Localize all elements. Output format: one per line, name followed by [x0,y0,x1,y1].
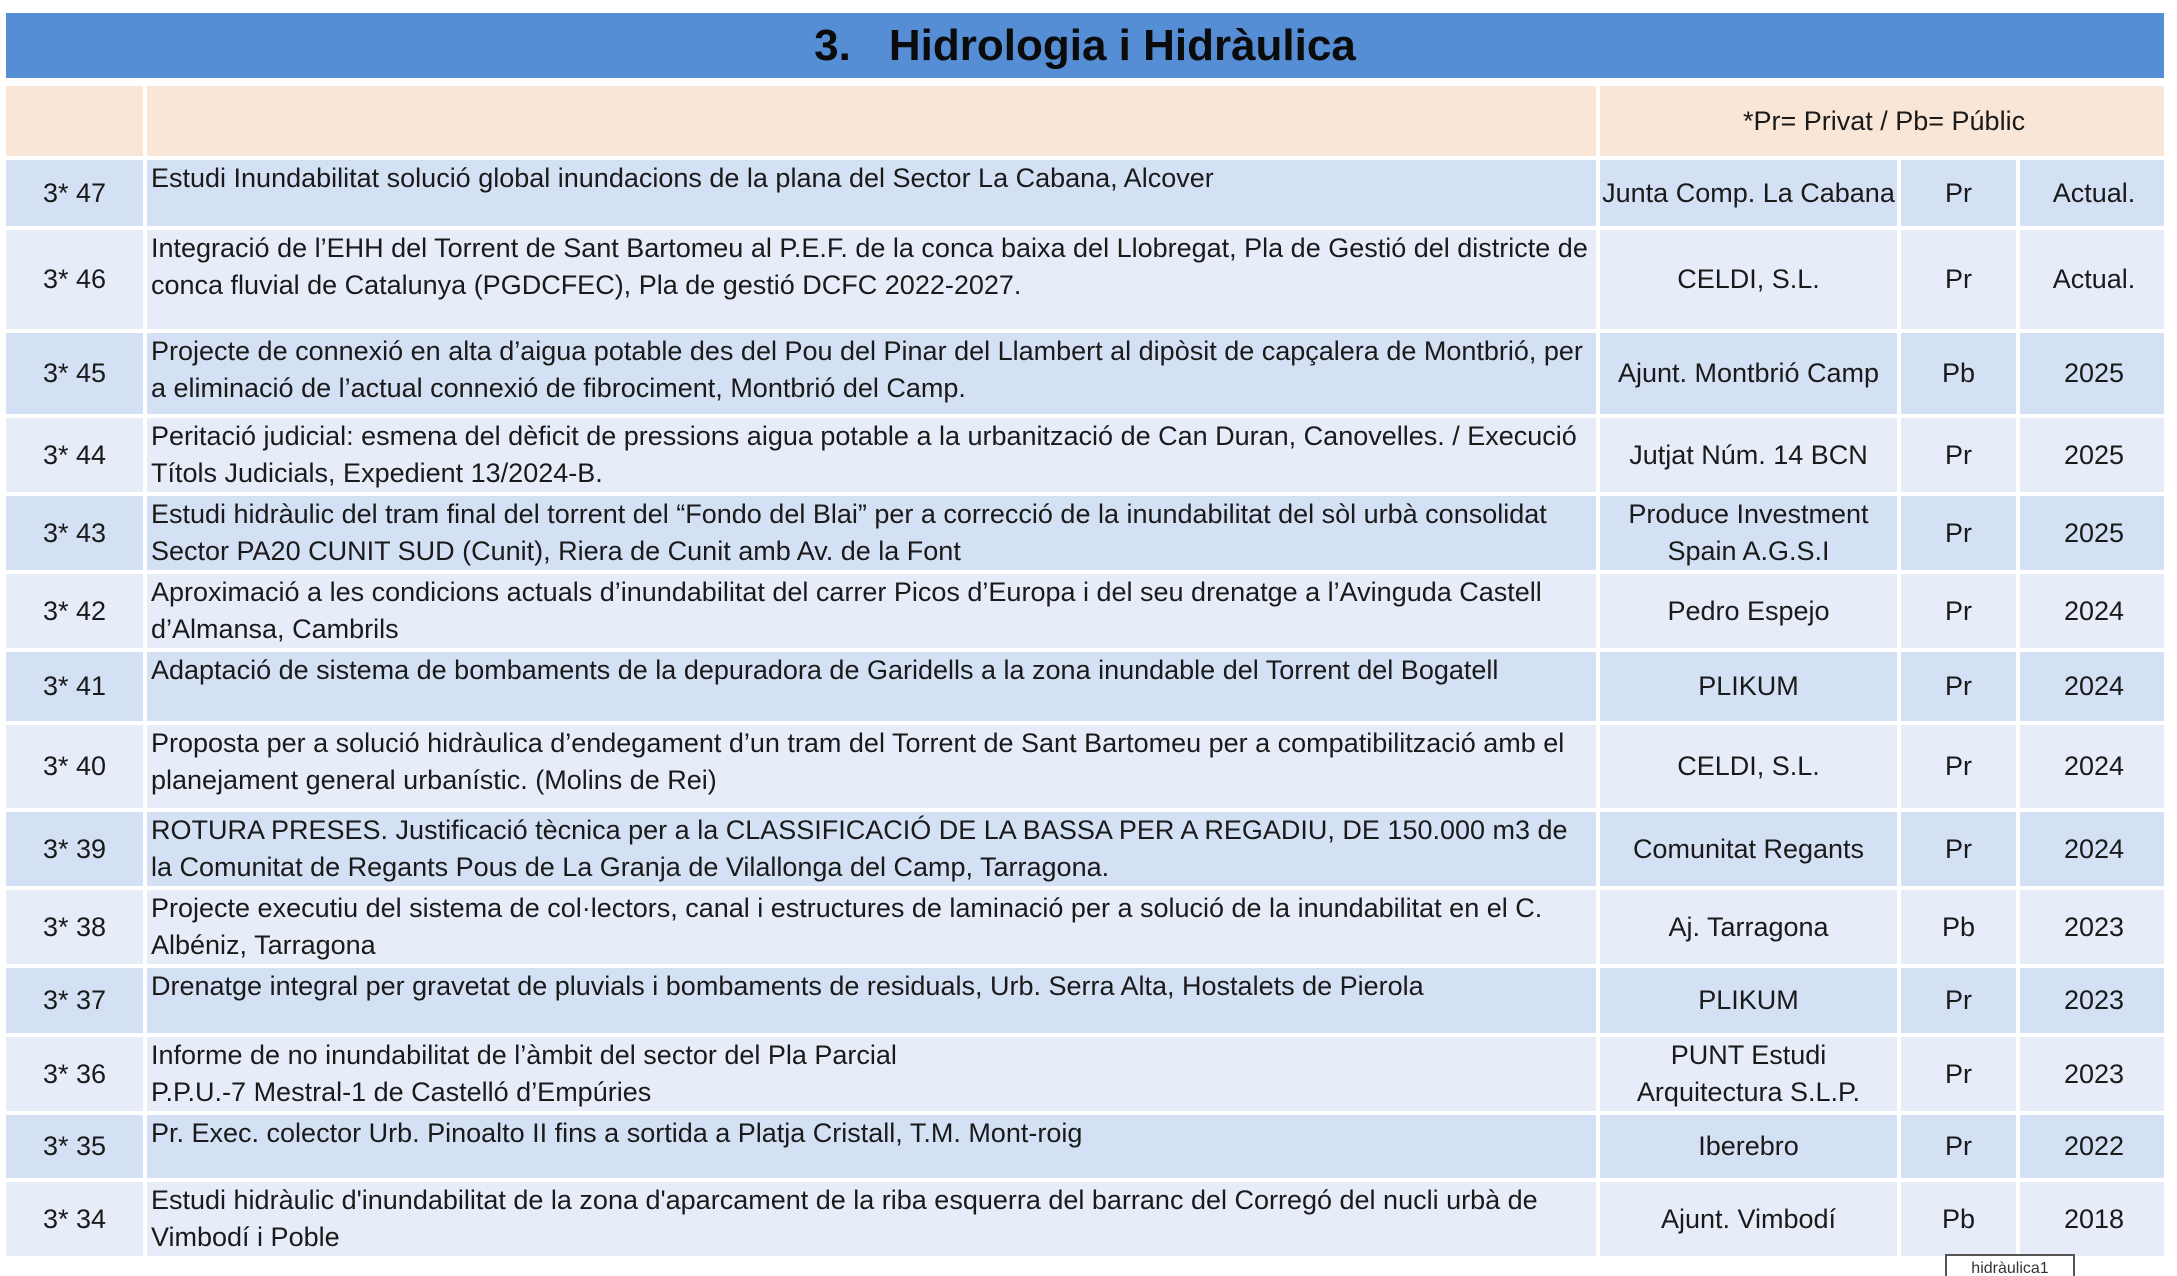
description-cell: Pr. Exec. colector Urb. Pinoalto II fins a sortida a Platja Cristall, T.M. Mont-roig [147,1115,1596,1178]
ref-cell: 3* 41 [6,652,143,721]
year-cell: 2024 [2020,812,2164,886]
projects-table-wrapper [6,86,2164,1274]
section-title: Hidrologia i Hidràulica [888,20,1356,70]
table-row [6,574,2164,648]
client-cell: PLIKUM [1600,968,1897,1033]
description-cell: Projecte executiu del sistema de col·lectors, canal i estructures de laminació per a solució de la inundabilitat en el C. Albéniz, Tarragona [147,890,1596,964]
description-cell: ROTURA PRESES. Justificació tècnica per a la CLASSIFICACIÓ DE LA BASSA PER A REGADIU, DE 150.000 m3 de la Comunitat de Regants Pous de La Granja de Vilallonga del Camp, Tarragona. [147,812,1596,886]
table-row [6,418,2164,492]
table-row [6,725,2164,808]
description-cell: Estudi hidràulic del tram final del torrent del “Fondo del Blai” per a correcció de la inundabilitat del sòl urbà consolidat Sector PA20 CUNIT SUD (Cunit), Riera de Cunit amb Av. de la Font [147,496,1596,570]
client-cell: Ajunt. Montbrió Camp [1600,333,1897,414]
year-cell: Actual. [2020,230,2164,329]
projects-table [6,86,2164,1260]
table-row [6,652,2164,721]
client-cell: Produce Investment Spain A.G.S.I [1600,496,1897,570]
type-cell: Pr [1901,652,2016,721]
year-cell: 2025 [2020,418,2164,492]
table-row [6,496,2164,570]
table-row [6,160,2164,226]
type-cell: Pr [1901,574,2016,648]
client-cell: CELDI, S.L. [1600,725,1897,808]
type-cell: Pr [1901,418,2016,492]
table-row [6,1182,2164,1256]
ref-cell: 3* 36 [6,1037,143,1111]
ref-cell: 3* 35 [6,1115,143,1178]
description-cell: Projecte de connexió en alta d’aigua potable des del Pou del Pinar del Llambert al dipòsit de capçalera de Montbrió, per a eliminació de l’actual connexió de fibrociment, Montbrió del Camp. [147,333,1596,414]
year-cell: 2024 [2020,574,2164,648]
header-cell-desc [147,86,1596,156]
year-cell: 2023 [2020,890,2164,964]
ref-cell: 3* 44 [6,418,143,492]
client-cell: CELDI, S.L. [1600,230,1897,329]
year-cell: 2023 [2020,1037,2164,1111]
ref-cell: 3* 45 [6,333,143,414]
client-cell: Comunitat Regants [1600,812,1897,886]
description-cell: Integració de l’EHH del Torrent de Sant Bartomeu al P.E.F. de la conca baixa del Llobregat, Pla de Gestió del districte de conca fluvial de Catalunya (PGDCFEC), Pla de gestió DCFC 2022-2027. [147,230,1596,329]
year-cell: 2024 [2020,652,2164,721]
ref-cell: 3* 39 [6,812,143,886]
legend-row [6,86,2164,156]
table-row [6,333,2164,414]
section-number: 3. [814,20,851,70]
ref-cell: 3* 40 [6,725,143,808]
description-cell: Estudi Inundabilitat solució global inundacions de la plana del Sector La Cabana, Alcover [147,160,1596,226]
header-cell-ref [6,86,143,156]
ref-cell: 3* 42 [6,574,143,648]
type-cell: Pr [1901,496,2016,570]
client-cell: Ajunt. Vimbodí [1600,1182,1897,1256]
client-cell: Jutjat Núm. 14 BCN [1600,418,1897,492]
sheet-tab[interactable]: hidràulica1 [1945,1254,2075,1276]
type-cell: Pb [1901,1182,2016,1256]
year-cell: 2022 [2020,1115,2164,1178]
table-row [6,230,2164,329]
type-cell: Pb [1901,890,2016,964]
description-cell: Informe de no inundabilitat de l’àmbit del sector del Pla Parcial P.P.U.-7 Mestral-1 de Castelló d’Empúries [147,1037,1596,1111]
type-cell: Pr [1901,160,2016,226]
ref-cell: 3* 47 [6,160,143,226]
ref-cell: 3* 37 [6,968,143,1033]
type-cell: Pb [1901,333,2016,414]
client-cell: Iberebro [1600,1115,1897,1178]
type-cell: Pr [1901,725,2016,808]
client-cell: Aj. Tarragona [1600,890,1897,964]
legend-text: *Pr= Privat / Pb= Públic [1600,86,2164,156]
year-cell: 2023 [2020,968,2164,1033]
section-title-bar [6,13,2164,78]
description-cell: Adaptació de sistema de bombaments de la depuradora de Garidells a la zona inundable del Torrent del Bogatell [147,652,1596,721]
type-cell: Pr [1901,1037,2016,1111]
type-cell: Pr [1901,1115,2016,1178]
ref-cell: 3* 34 [6,1182,143,1256]
ref-cell: 3* 43 [6,496,143,570]
year-cell: 2025 [2020,333,2164,414]
client-cell: Pedro Espejo [1600,574,1897,648]
table-row [6,1115,2164,1178]
description-cell: Estudi hidràulic d'inundabilitat de la zona d'aparcament de la riba esquerra del barranc del Corregó del nucli urbà de Vimbodí i Poble [147,1182,1596,1256]
type-cell: Pr [1901,812,2016,886]
table-row [6,1037,2164,1111]
ref-cell: 3* 38 [6,890,143,964]
description-cell: Drenatge integral per gravetat de pluvials i bombaments de residuals, Urb. Serra Alta, Hostalets de Pierola [147,968,1596,1033]
year-cell: 2018 [2020,1182,2164,1256]
client-cell: PUNT Estudi Arquitectura S.L.P. [1600,1037,1897,1111]
year-cell: 2024 [2020,725,2164,808]
description-cell: Proposta per a solució hidràulica d’endegament d’un tram del Torrent de Sant Bartomeu per a compatibilització amb el planejament general urbanístic. (Molins de Rei) [147,725,1596,808]
client-cell: Junta Comp. La Cabana [1600,160,1897,226]
type-cell: Pr [1901,968,2016,1033]
client-cell: PLIKUM [1600,652,1897,721]
type-cell: Pr [1901,230,2016,329]
table-row [6,812,2164,886]
year-cell: Actual. [2020,160,2164,226]
table-row [6,968,2164,1033]
description-cell: Peritació judicial: esmena del dèficit de pressions aigua potable a la urbanització de Can Duran, Canovelles. / Execució Títols Judicials, Expedient 13/2024-B. [147,418,1596,492]
ref-cell: 3* 46 [6,230,143,329]
description-cell: Aproximació a les condicions actuals d’inundabilitat del carrer Picos d’Europa i del seu drenatge a l’Avinguda Castell d’Almansa, Cambrils [147,574,1596,648]
table-row [6,890,2164,964]
year-cell: 2025 [2020,496,2164,570]
